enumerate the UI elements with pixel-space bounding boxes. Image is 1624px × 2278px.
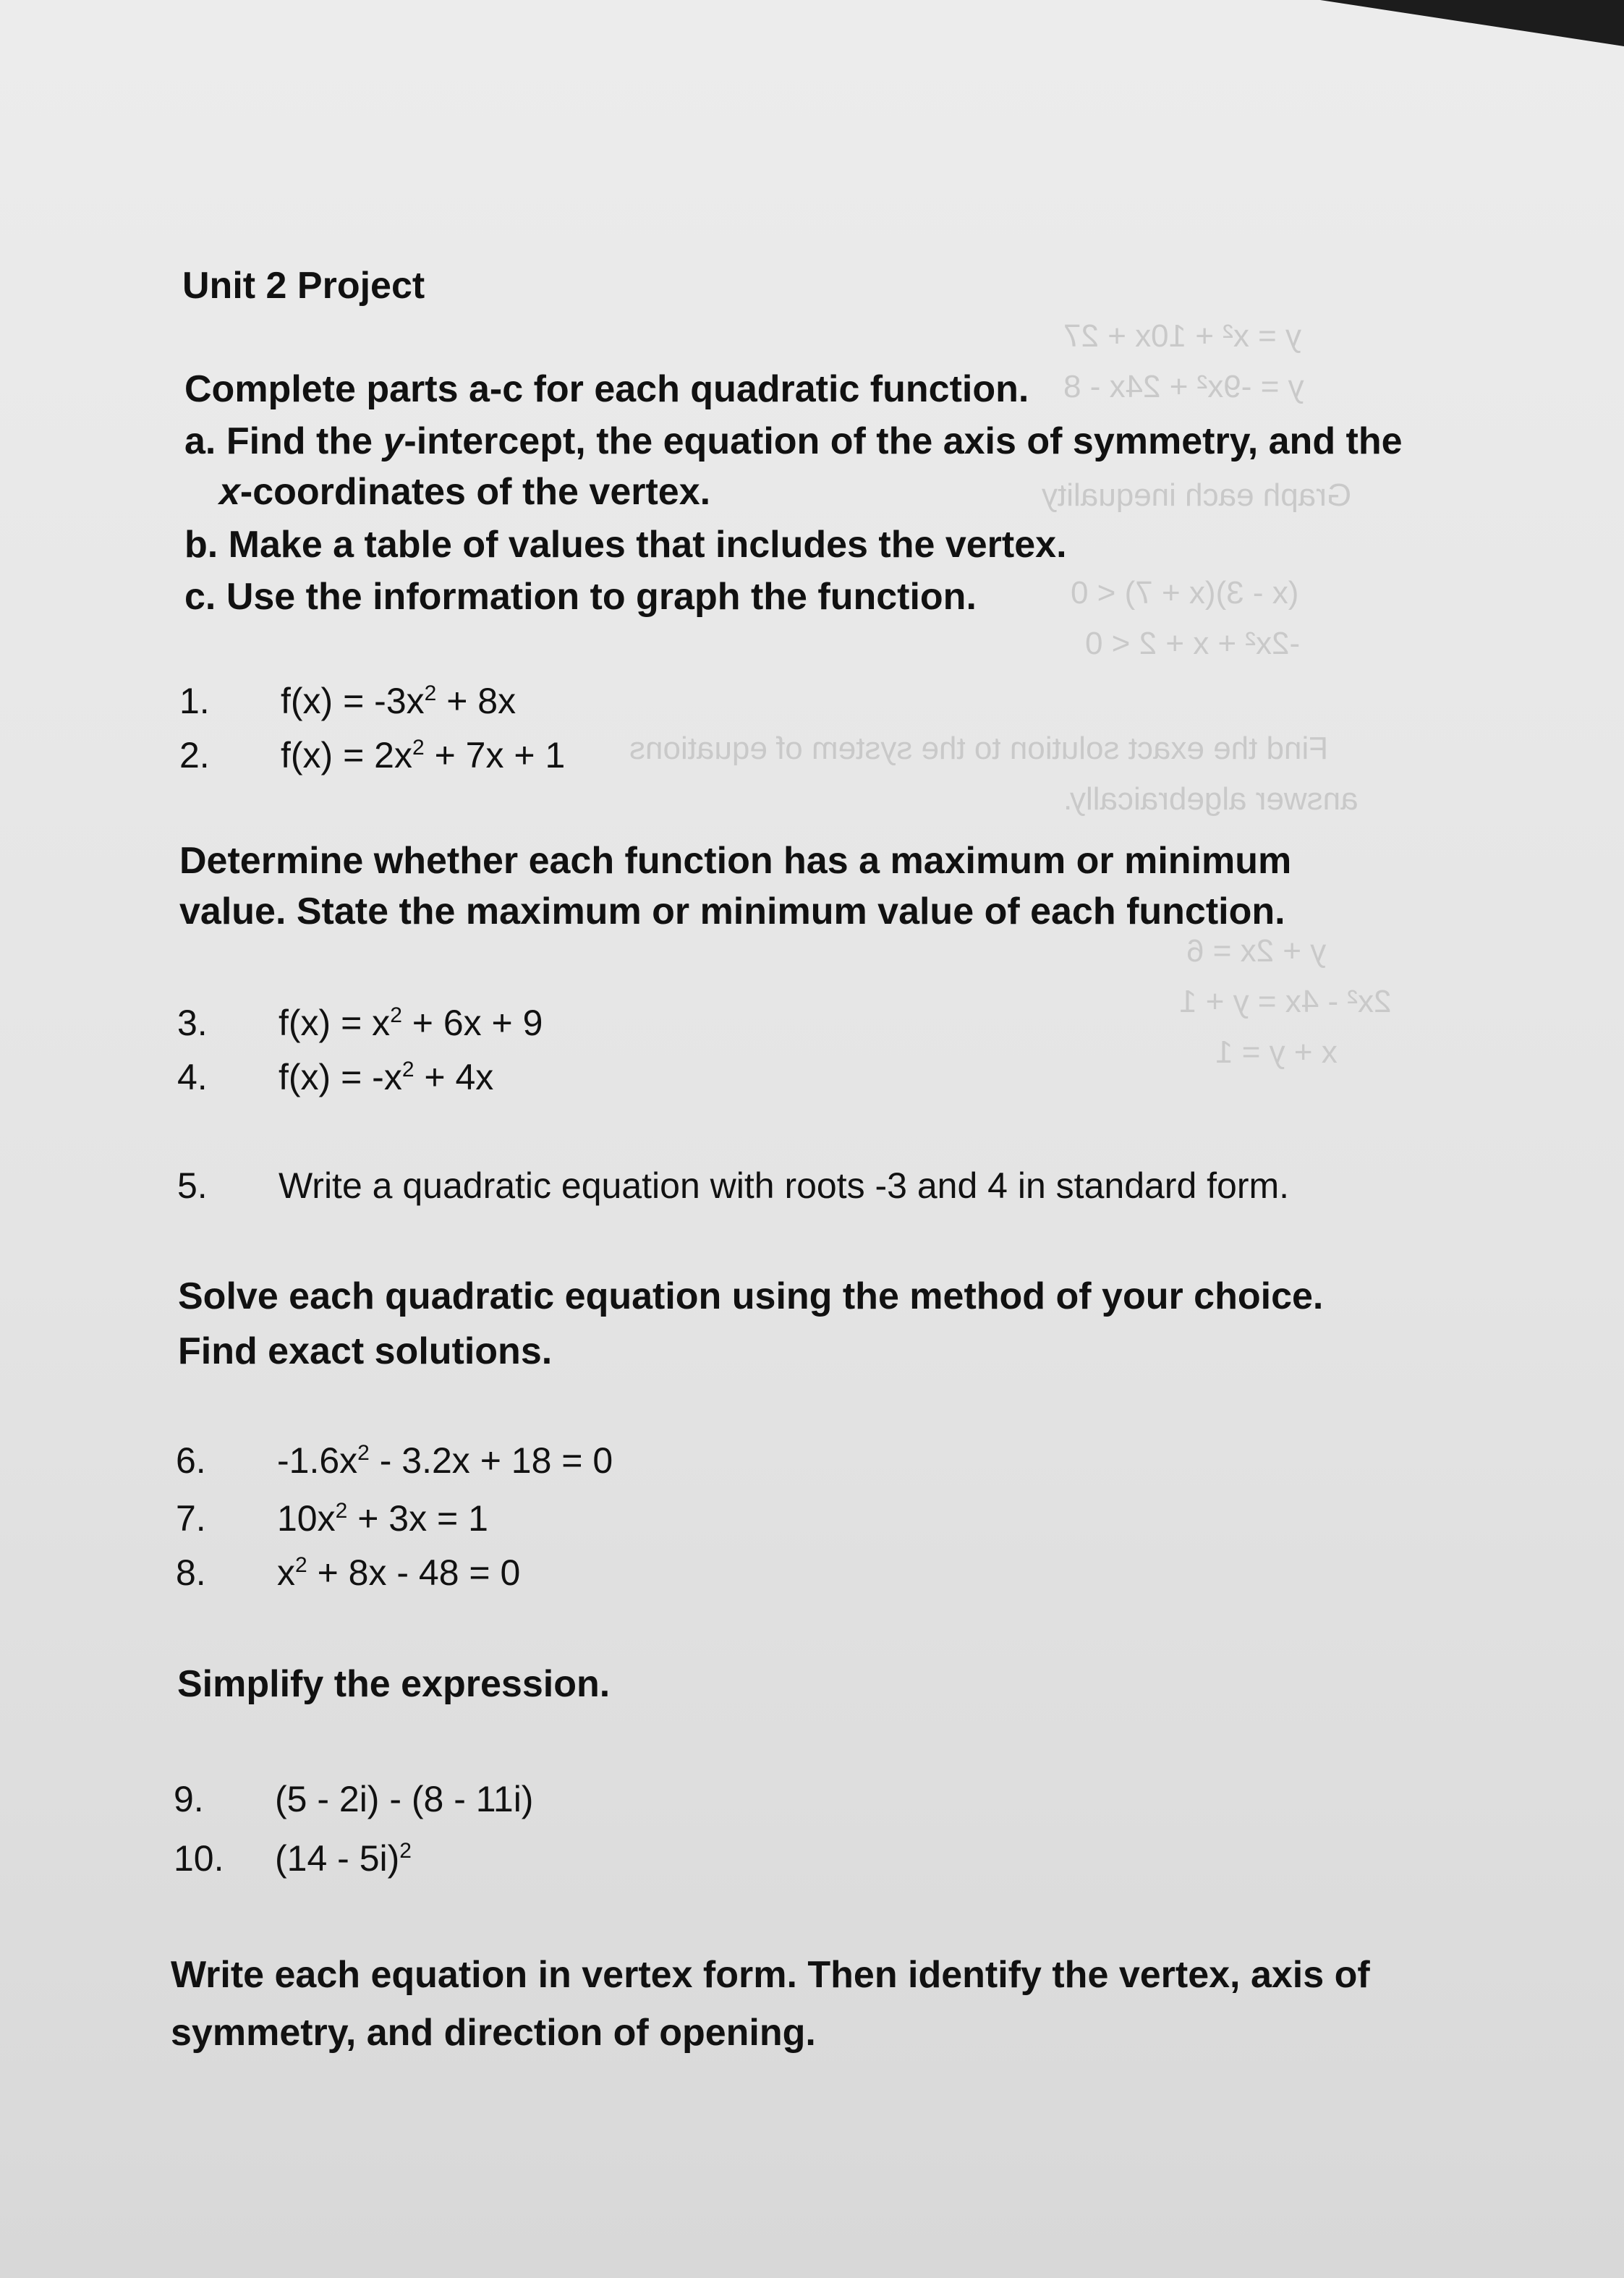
item-expression: $f(x) = -3x^2 + 8x$ [281, 681, 516, 721]
problem-item-10 [174, 1837, 1042, 1881]
item-number: 4. [177, 1057, 208, 1097]
bleed-through-mark: y = x² + 10x + 27 [1063, 318, 1301, 354]
item-expression: $x^2 + 8x - 48 = 0$ [277, 1552, 521, 1593]
item-expression: $10x^2 + 3x = 1$ [277, 1498, 488, 1539]
part-a-line2 [219, 470, 710, 514]
bleed-through-mark: Graph each inequality [1042, 477, 1352, 513]
bleed-through-mark: x + y = 1 [1215, 1034, 1338, 1070]
item-expression: $-1.6x^2 - 3.2x + 18 = 0$ [277, 1440, 613, 1481]
item-number: 7. [176, 1498, 206, 1539]
item-expression: (14 - 5i)$^2$ [275, 1838, 412, 1879]
problem-item-7 [176, 1497, 1044, 1541]
problem-item-8 [176, 1552, 1044, 1595]
item-expression: (5 - 2i) - (8 - 11i) [275, 1779, 534, 1819]
section-heading: Complete parts a-c for each quadratic function. [184, 368, 1029, 410]
bleed-through-mark: y + 2x = 6 [1186, 933, 1327, 969]
problem-item-5 [177, 1165, 1479, 1208]
problem-item-3 [177, 1002, 1045, 1045]
section-heading: symmetry, and direction of opening. [171, 2012, 816, 2054]
section-heading: Write each equation in vertex form. Then identify the vertex, axis of [171, 1954, 1370, 1996]
item-prompt: Write a quadratic equation with roots -3 and 4 in standard form. [279, 1165, 1290, 1206]
item-number: 5. [177, 1165, 208, 1206]
page-title: Unit 2 Project [182, 265, 425, 307]
item-number: 1. [179, 681, 210, 721]
part-c: c. Use the information to graph the function. [184, 576, 977, 618]
bleed-through-mark: (x - 3)(x + 7) < 0 [1071, 575, 1299, 611]
bleed-through-mark: -2x² + x + 2 < 0 [1085, 626, 1301, 661]
problem-item-2 [179, 734, 1047, 778]
var-x: x [219, 471, 240, 513]
section-heading: Determine whether each function has a maximum or minimum [179, 840, 1292, 882]
bleed-through-mark: Find the exact solution to the system of equations [629, 731, 1329, 766]
part-a-line1 [184, 420, 1403, 463]
problem-item-1 [179, 680, 1047, 723]
item-expression: $f(x) = 2x^2 + 7x + 1$ [281, 735, 566, 775]
part-a-text: a. Find the [184, 420, 383, 462]
item-number: 8. [176, 1552, 206, 1593]
problem-item-9 [174, 1778, 1042, 1822]
part-b: b. Make a table of values that includes the vertex. [184, 524, 1067, 566]
section-heading: value. State the maximum or minimum value of each function. [179, 891, 1285, 932]
item-number: 9. [174, 1779, 204, 1819]
bleed-through-mark: answer algebraically. [1063, 781, 1359, 817]
item-number: 10. [174, 1838, 224, 1879]
item-expression: $f(x) = x^2 + 6x + 9$ [279, 1003, 543, 1043]
item-number: 6. [176, 1440, 206, 1481]
part-a-text: -coordinates of the vertex. [239, 471, 711, 513]
item-number: 2. [179, 735, 210, 775]
problem-item-6 [176, 1440, 1044, 1483]
problem-item-4 [177, 1056, 1045, 1100]
bleed-through-mark: y = -9x² + 24x - 8 [1063, 369, 1304, 404]
part-a-text: -intercept, the equation of the axis of symmetry, and the [404, 420, 1403, 462]
section-heading: Find exact solutions. [178, 1330, 553, 1372]
section-heading: Solve each quadratic equation using the method of your choice. [178, 1275, 1324, 1317]
item-expression: $f(x) = -x^2 + 4x$ [279, 1057, 494, 1097]
var-y: y [383, 420, 404, 462]
item-number: 3. [177, 1003, 208, 1043]
bleed-through-mark: 2x² - 4x = y + 1 [1179, 984, 1392, 1019]
background-edge [1320, 0, 1624, 46]
section-heading: Simplify the expression. [177, 1663, 611, 1705]
